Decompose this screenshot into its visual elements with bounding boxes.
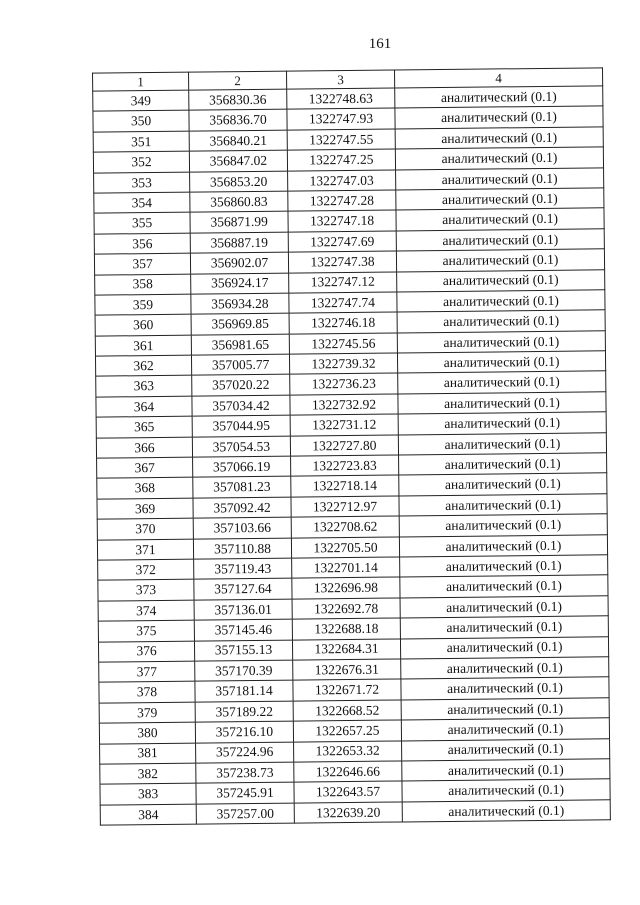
cell-x-coordinate: 357034.42 [192, 395, 290, 416]
cell-point-number: 367 [97, 457, 193, 478]
cell-x-coordinate: 357189.22 [195, 701, 293, 722]
cell-point-number: 380 [99, 722, 195, 743]
cell-method: аналитический (0.1) [399, 534, 607, 557]
cell-x-coordinate: 356853.20 [190, 171, 288, 192]
table-row [100, 799, 610, 825]
cell-method: аналитический (0.1) [397, 290, 605, 313]
cell-y-coordinate: 1322684.31 [292, 639, 400, 661]
cell-method: аналитический (0.1) [399, 494, 607, 517]
cell-point-number: 349 [93, 90, 189, 111]
cell-y-coordinate: 1322708.62 [291, 516, 399, 538]
cell-point-number: 374 [98, 600, 194, 621]
cell-method: аналитический (0.1) [397, 310, 605, 333]
cell-method: аналитический (0.1) [395, 147, 603, 170]
cell-y-coordinate: 1322657.25 [293, 720, 401, 742]
cell-method: аналитический (0.1) [400, 636, 608, 659]
cell-point-number: 369 [97, 498, 193, 519]
cell-y-coordinate: 1322747.18 [288, 210, 396, 232]
cell-point-number: 372 [98, 559, 194, 580]
cell-y-coordinate: 1322705.50 [291, 537, 399, 559]
cell-method: аналитический (0.1) [399, 453, 607, 476]
cell-method: аналитический (0.1) [395, 127, 603, 150]
cell-x-coordinate: 356924.17 [191, 273, 289, 294]
cell-method: аналитический (0.1) [401, 677, 609, 700]
cell-y-coordinate: 1322747.28 [288, 190, 396, 212]
cell-method: аналитический (0.1) [400, 555, 608, 578]
cell-point-number: 355 [94, 212, 190, 233]
cell-point-number: 354 [94, 192, 190, 213]
cell-y-coordinate: 1322747.25 [287, 149, 395, 171]
cell-method: аналитический (0.1) [398, 412, 606, 435]
cell-method: аналитический (0.1) [400, 575, 608, 598]
cell-x-coordinate: 357081.23 [193, 477, 291, 498]
cell-point-number: 382 [100, 763, 196, 784]
cell-method: аналитический (0.1) [398, 432, 606, 455]
cell-point-number: 350 [93, 111, 189, 132]
cell-x-coordinate: 357136.01 [194, 599, 292, 620]
cell-point-number: 365 [96, 416, 192, 437]
cell-point-number: 359 [95, 294, 191, 315]
cell-point-number: 384 [100, 804, 196, 825]
cell-x-coordinate: 356847.02 [189, 150, 287, 171]
cell-y-coordinate: 1322639.20 [294, 802, 402, 824]
cell-x-coordinate: 357005.77 [191, 354, 289, 375]
cell-x-coordinate: 357127.64 [194, 578, 292, 599]
cell-x-coordinate: 357257.00 [196, 803, 294, 824]
cell-method: аналитический (0.1) [396, 188, 604, 211]
cell-x-coordinate: 357020.22 [192, 375, 290, 396]
cell-point-number: 373 [98, 580, 194, 601]
cell-method: аналитический (0.1) [401, 657, 609, 680]
cell-method: аналитический (0.1) [397, 269, 605, 292]
cell-y-coordinate: 1322653.32 [294, 740, 402, 762]
cell-x-coordinate: 356836.70 [189, 110, 287, 131]
cell-x-coordinate: 356934.28 [191, 293, 289, 314]
cell-y-coordinate: 1322747.38 [288, 251, 396, 273]
cell-y-coordinate: 1322718.14 [291, 475, 399, 497]
cell-x-coordinate: 357224.96 [196, 742, 294, 763]
cell-y-coordinate: 1322747.03 [288, 170, 396, 192]
cell-y-coordinate: 1322747.69 [288, 231, 396, 253]
cell-x-coordinate: 356981.65 [191, 334, 289, 355]
cell-y-coordinate: 1322701.14 [292, 557, 400, 579]
cell-y-coordinate: 1322688.18 [292, 618, 400, 640]
cell-x-coordinate: 357170.39 [195, 660, 293, 681]
cell-point-number: 361 [95, 335, 191, 356]
cell-y-coordinate: 1322643.57 [294, 781, 402, 803]
cell-x-coordinate: 356902.07 [190, 252, 288, 273]
cell-y-coordinate: 1322747.93 [287, 108, 395, 130]
cell-y-coordinate: 1322732.92 [290, 394, 398, 416]
cell-y-coordinate: 1322692.78 [292, 598, 400, 620]
cell-y-coordinate: 1322712.97 [291, 496, 399, 518]
cell-y-coordinate: 1322739.32 [289, 353, 397, 375]
cell-x-coordinate: 357145.46 [194, 619, 292, 640]
cell-point-number: 352 [93, 151, 189, 172]
cell-method: аналитический (0.1) [401, 698, 609, 721]
cell-y-coordinate: 1322676.31 [293, 659, 401, 681]
cell-point-number: 371 [97, 539, 193, 560]
cell-x-coordinate: 357092.42 [193, 497, 291, 518]
cell-method: аналитический (0.1) [402, 759, 610, 782]
cell-point-number: 364 [96, 396, 192, 417]
cell-y-coordinate: 1322646.66 [294, 761, 402, 783]
cell-x-coordinate: 356840.21 [189, 130, 287, 151]
cell-x-coordinate: 357181.14 [195, 680, 293, 701]
cell-point-number: 357 [94, 253, 190, 274]
cell-y-coordinate: 1322748.63 [287, 88, 395, 110]
cell-y-coordinate: 1322696.98 [292, 577, 400, 599]
cell-x-coordinate: 357044.95 [192, 415, 290, 436]
cell-y-coordinate: 1322747.74 [289, 292, 397, 314]
cell-y-coordinate: 1322731.12 [290, 414, 398, 436]
cell-y-coordinate: 1322736.23 [290, 373, 398, 395]
cell-x-coordinate: 356860.83 [190, 191, 288, 212]
cell-method: аналитический (0.1) [396, 208, 604, 231]
cell-method: аналитический (0.1) [401, 718, 609, 741]
cell-method: аналитический (0.1) [400, 616, 608, 639]
cell-y-coordinate: 1322668.52 [293, 700, 401, 722]
cell-method: аналитический (0.1) [399, 514, 607, 537]
cell-point-number: 377 [99, 661, 195, 682]
cell-method: аналитический (0.1) [397, 351, 605, 374]
cell-point-number: 366 [96, 437, 192, 458]
cell-method: аналитический (0.1) [402, 738, 610, 761]
cell-point-number: 376 [98, 641, 194, 662]
cell-x-coordinate: 356871.99 [190, 211, 288, 232]
cell-x-coordinate: 356969.85 [191, 313, 289, 334]
header-cell-y-coordinate: 3 [287, 70, 395, 89]
cell-x-coordinate: 357216.10 [195, 721, 293, 742]
cell-point-number: 381 [100, 743, 196, 764]
cell-y-coordinate: 1322747.12 [289, 272, 397, 294]
cell-x-coordinate: 357238.73 [196, 762, 294, 783]
cell-method: аналитический (0.1) [396, 249, 604, 272]
coordinates-table [92, 67, 611, 825]
cell-point-number: 368 [97, 478, 193, 499]
page-number: 161 [368, 36, 392, 52]
cell-x-coordinate: 357066.19 [193, 456, 291, 477]
cell-point-number: 375 [98, 620, 194, 641]
cell-method: аналитический (0.1) [395, 86, 603, 109]
cell-method: аналитический (0.1) [398, 392, 606, 415]
cell-y-coordinate: 1322745.56 [289, 333, 397, 355]
cell-x-coordinate: 356887.19 [190, 232, 288, 253]
cell-x-coordinate: 357245.91 [196, 782, 294, 803]
cell-method: аналитический (0.1) [402, 779, 610, 802]
cell-x-coordinate: 357103.66 [193, 517, 291, 538]
cell-y-coordinate: 1322671.72 [293, 679, 401, 701]
cell-point-number: 383 [100, 783, 196, 804]
cell-method: аналитический (0.1) [402, 799, 610, 822]
cell-method: аналитический (0.1) [396, 229, 604, 252]
cell-point-number: 379 [99, 702, 195, 723]
cell-point-number: 378 [99, 681, 195, 702]
cell-point-number: 363 [96, 376, 192, 397]
cell-x-coordinate: 357155.13 [194, 640, 292, 661]
cell-method: аналитический (0.1) [396, 167, 604, 190]
header-cell-method: 4 [395, 68, 603, 88]
cell-y-coordinate: 1322727.80 [290, 435, 398, 457]
cell-method: аналитический (0.1) [398, 371, 606, 394]
cell-y-coordinate: 1322746.18 [289, 312, 397, 334]
cell-y-coordinate: 1322723.83 [291, 455, 399, 477]
cell-x-coordinate: 357110.88 [193, 538, 291, 559]
cell-x-coordinate: 357119.43 [194, 558, 292, 579]
cell-point-number: 356 [94, 233, 190, 254]
cell-point-number: 360 [95, 314, 191, 335]
cell-method: аналитический (0.1) [395, 106, 603, 129]
cell-y-coordinate: 1322747.55 [287, 129, 395, 151]
cell-point-number: 362 [95, 355, 191, 376]
cell-method: аналитический (0.1) [400, 596, 608, 619]
coordinates-table-wrapper [92, 67, 610, 825]
header-cell-point-number: 1 [93, 72, 189, 91]
cell-point-number: 370 [97, 518, 193, 539]
cell-method: аналитический (0.1) [397, 330, 605, 353]
cell-method: аналитический (0.1) [399, 473, 607, 496]
cell-point-number: 358 [95, 274, 191, 295]
cell-x-coordinate: 356830.36 [189, 89, 287, 110]
cell-point-number: 353 [94, 172, 190, 193]
cell-x-coordinate: 357054.53 [192, 436, 290, 457]
header-cell-x-coordinate: 2 [189, 71, 287, 90]
cell-point-number: 351 [93, 131, 189, 152]
